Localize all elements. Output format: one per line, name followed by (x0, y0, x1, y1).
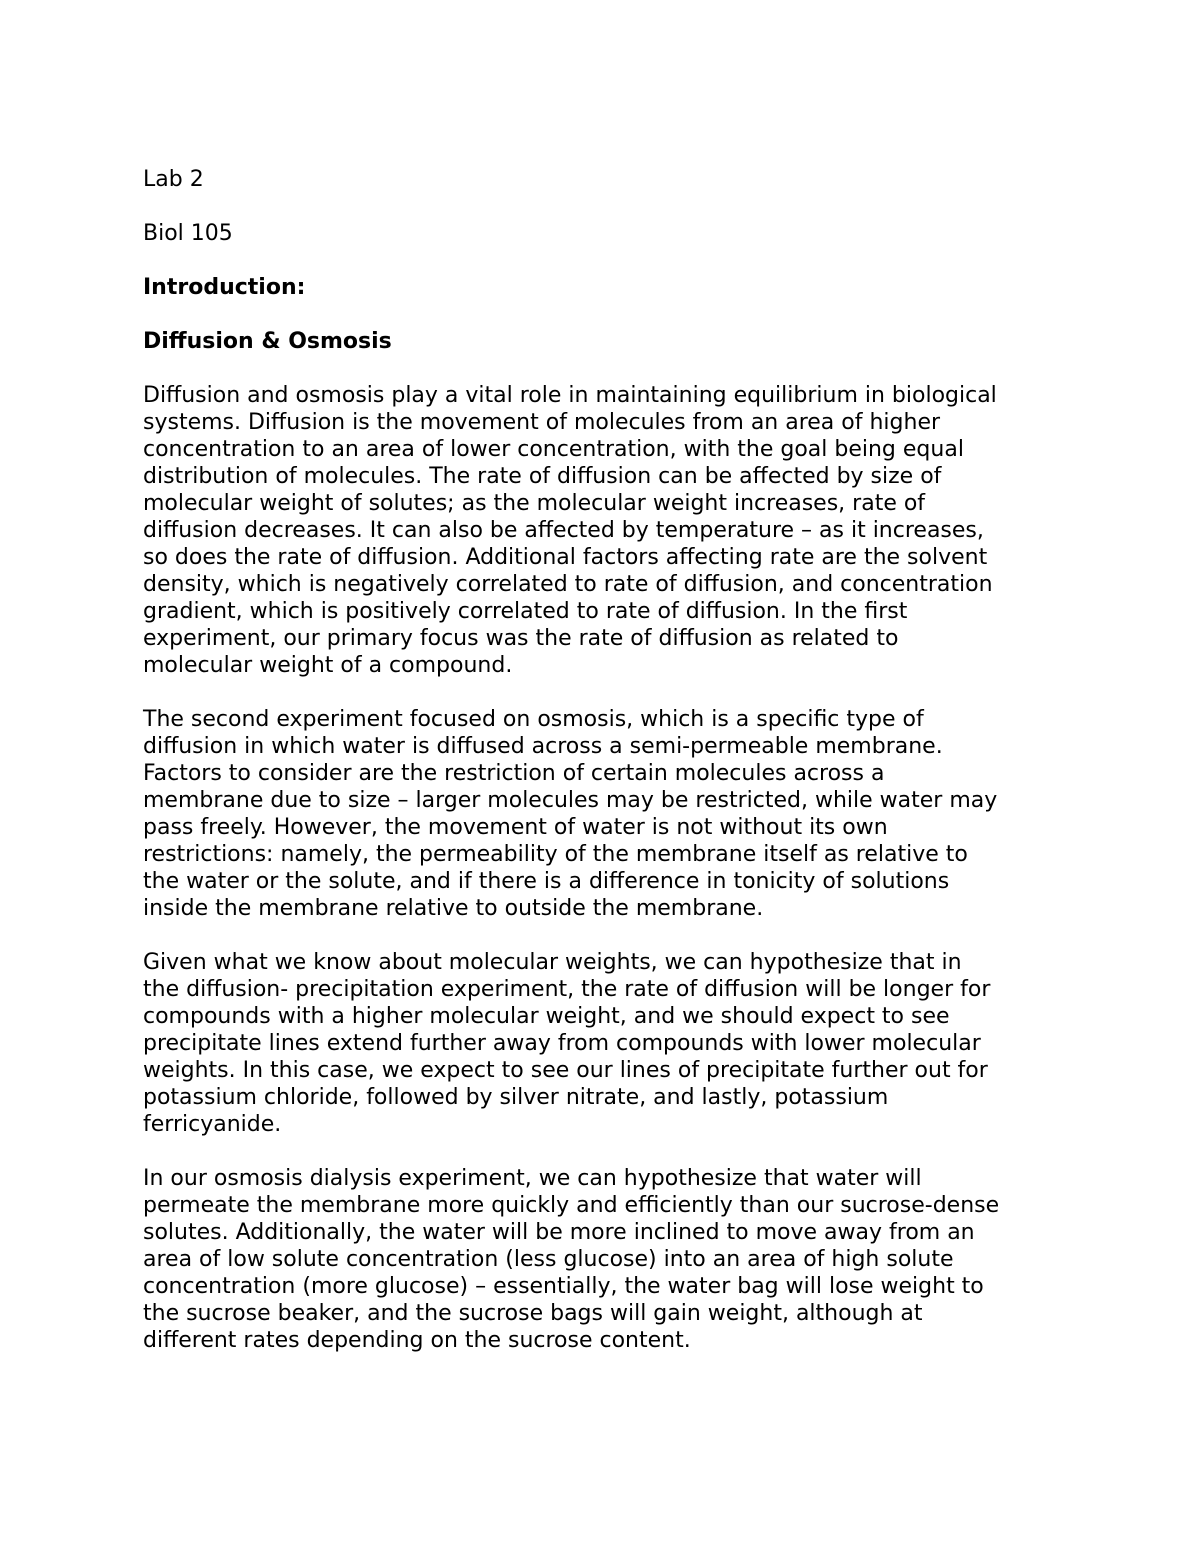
paragraph-osmosis (143, 706, 1073, 922)
text-line: compounds with a higher molecular weight, and we should expect to see (143, 1004, 950, 1029)
text-line: molecular weight of solutes; as the molecular weight increases, rate of (143, 491, 926, 516)
text-line: gradient, which is positively correlated to rate of diffusion. In the first (143, 599, 908, 624)
paragraph-diffusion (143, 382, 1073, 679)
text-line: concentration to an area of lower concentration, with the goal being equal (143, 437, 964, 462)
text-line: Diffusion and osmosis play a vital role in maintaining equilibrium in biological (143, 383, 997, 408)
text-line: molecular weight of a compound. (143, 653, 513, 678)
lab-number: Lab 2 (143, 167, 204, 192)
text-line: solutes. Additionally, the water will be more inclined to move away from an (143, 1220, 975, 1245)
text-line: distribution of molecules. The rate of diffusion can be affected by size of (143, 464, 942, 489)
text-line: membrane due to size – larger molecules may be restricted, while water may (143, 788, 998, 813)
paragraph-hypothesis-osmosis (143, 1165, 1073, 1354)
text-line: density, which is negatively correlated to rate of diffusion, and concentration (143, 572, 993, 597)
text-line: diffusion in which water is diffused across a semi-permeable membrane. (143, 734, 943, 759)
document-page (143, 166, 1073, 1381)
text-line: weights. In this case, we expect to see our lines of precipitate further out for (143, 1058, 988, 1083)
text-line: ferricyanide. (143, 1112, 282, 1137)
text-line: concentration (more glucose) – essentially, the water bag will lose weight to (143, 1274, 984, 1299)
text-line: the water or the solute, and if there is a difference in tonicity of solutions (143, 869, 950, 894)
text-line: Factors to consider are the restriction of certain molecules across a (143, 761, 885, 786)
text-line: systems. Diffusion is the movement of molecules from an area of higher (143, 410, 941, 435)
paragraph-hypothesis-diffusion (143, 949, 1073, 1138)
text-line: the sucrose beaker, and the sucrose bags will gain weight, although at (143, 1301, 923, 1326)
text-line: the diffusion- precipitation experiment, the rate of diffusion will be longer for (143, 977, 991, 1002)
text-line: pass freely. However, the movement of water is not without its own (143, 815, 888, 840)
section-heading: Introduction: (143, 275, 306, 300)
text-line: experiment, our primary focus was the rate of diffusion as related to (143, 626, 899, 651)
text-line: In our osmosis dialysis experiment, we can hypothesize that water will (143, 1166, 922, 1191)
text-line: different rates depending on the sucrose content. (143, 1328, 691, 1353)
course-code: Biol 105 (143, 221, 233, 246)
subheading: Diffusion & Osmosis (143, 329, 392, 354)
text-line: precipitate lines extend further away from compounds with lower molecular (143, 1031, 981, 1056)
text-line: permeate the membrane more quickly and efficiently than our sucrose-dense (143, 1193, 1000, 1218)
text-line: potassium chloride, followed by silver nitrate, and lastly, potassium (143, 1085, 889, 1110)
text-line: inside the membrane relative to outside the membrane. (143, 896, 764, 921)
text-line: The second experiment focused on osmosis, which is a specific type of (143, 707, 924, 732)
text-line: Given what we know about molecular weights, we can hypothesize that in (143, 950, 962, 975)
text-line: diffusion decreases. It can also be affected by temperature – as it increases, (143, 518, 984, 543)
text-line: restrictions: namely, the permeability of the membrane itself as relative to (143, 842, 968, 867)
text-line: so does the rate of diffusion. Additional factors affecting rate are the solvent (143, 545, 988, 570)
text-line: area of low solute concentration (less glucose) into an area of high solute (143, 1247, 954, 1272)
